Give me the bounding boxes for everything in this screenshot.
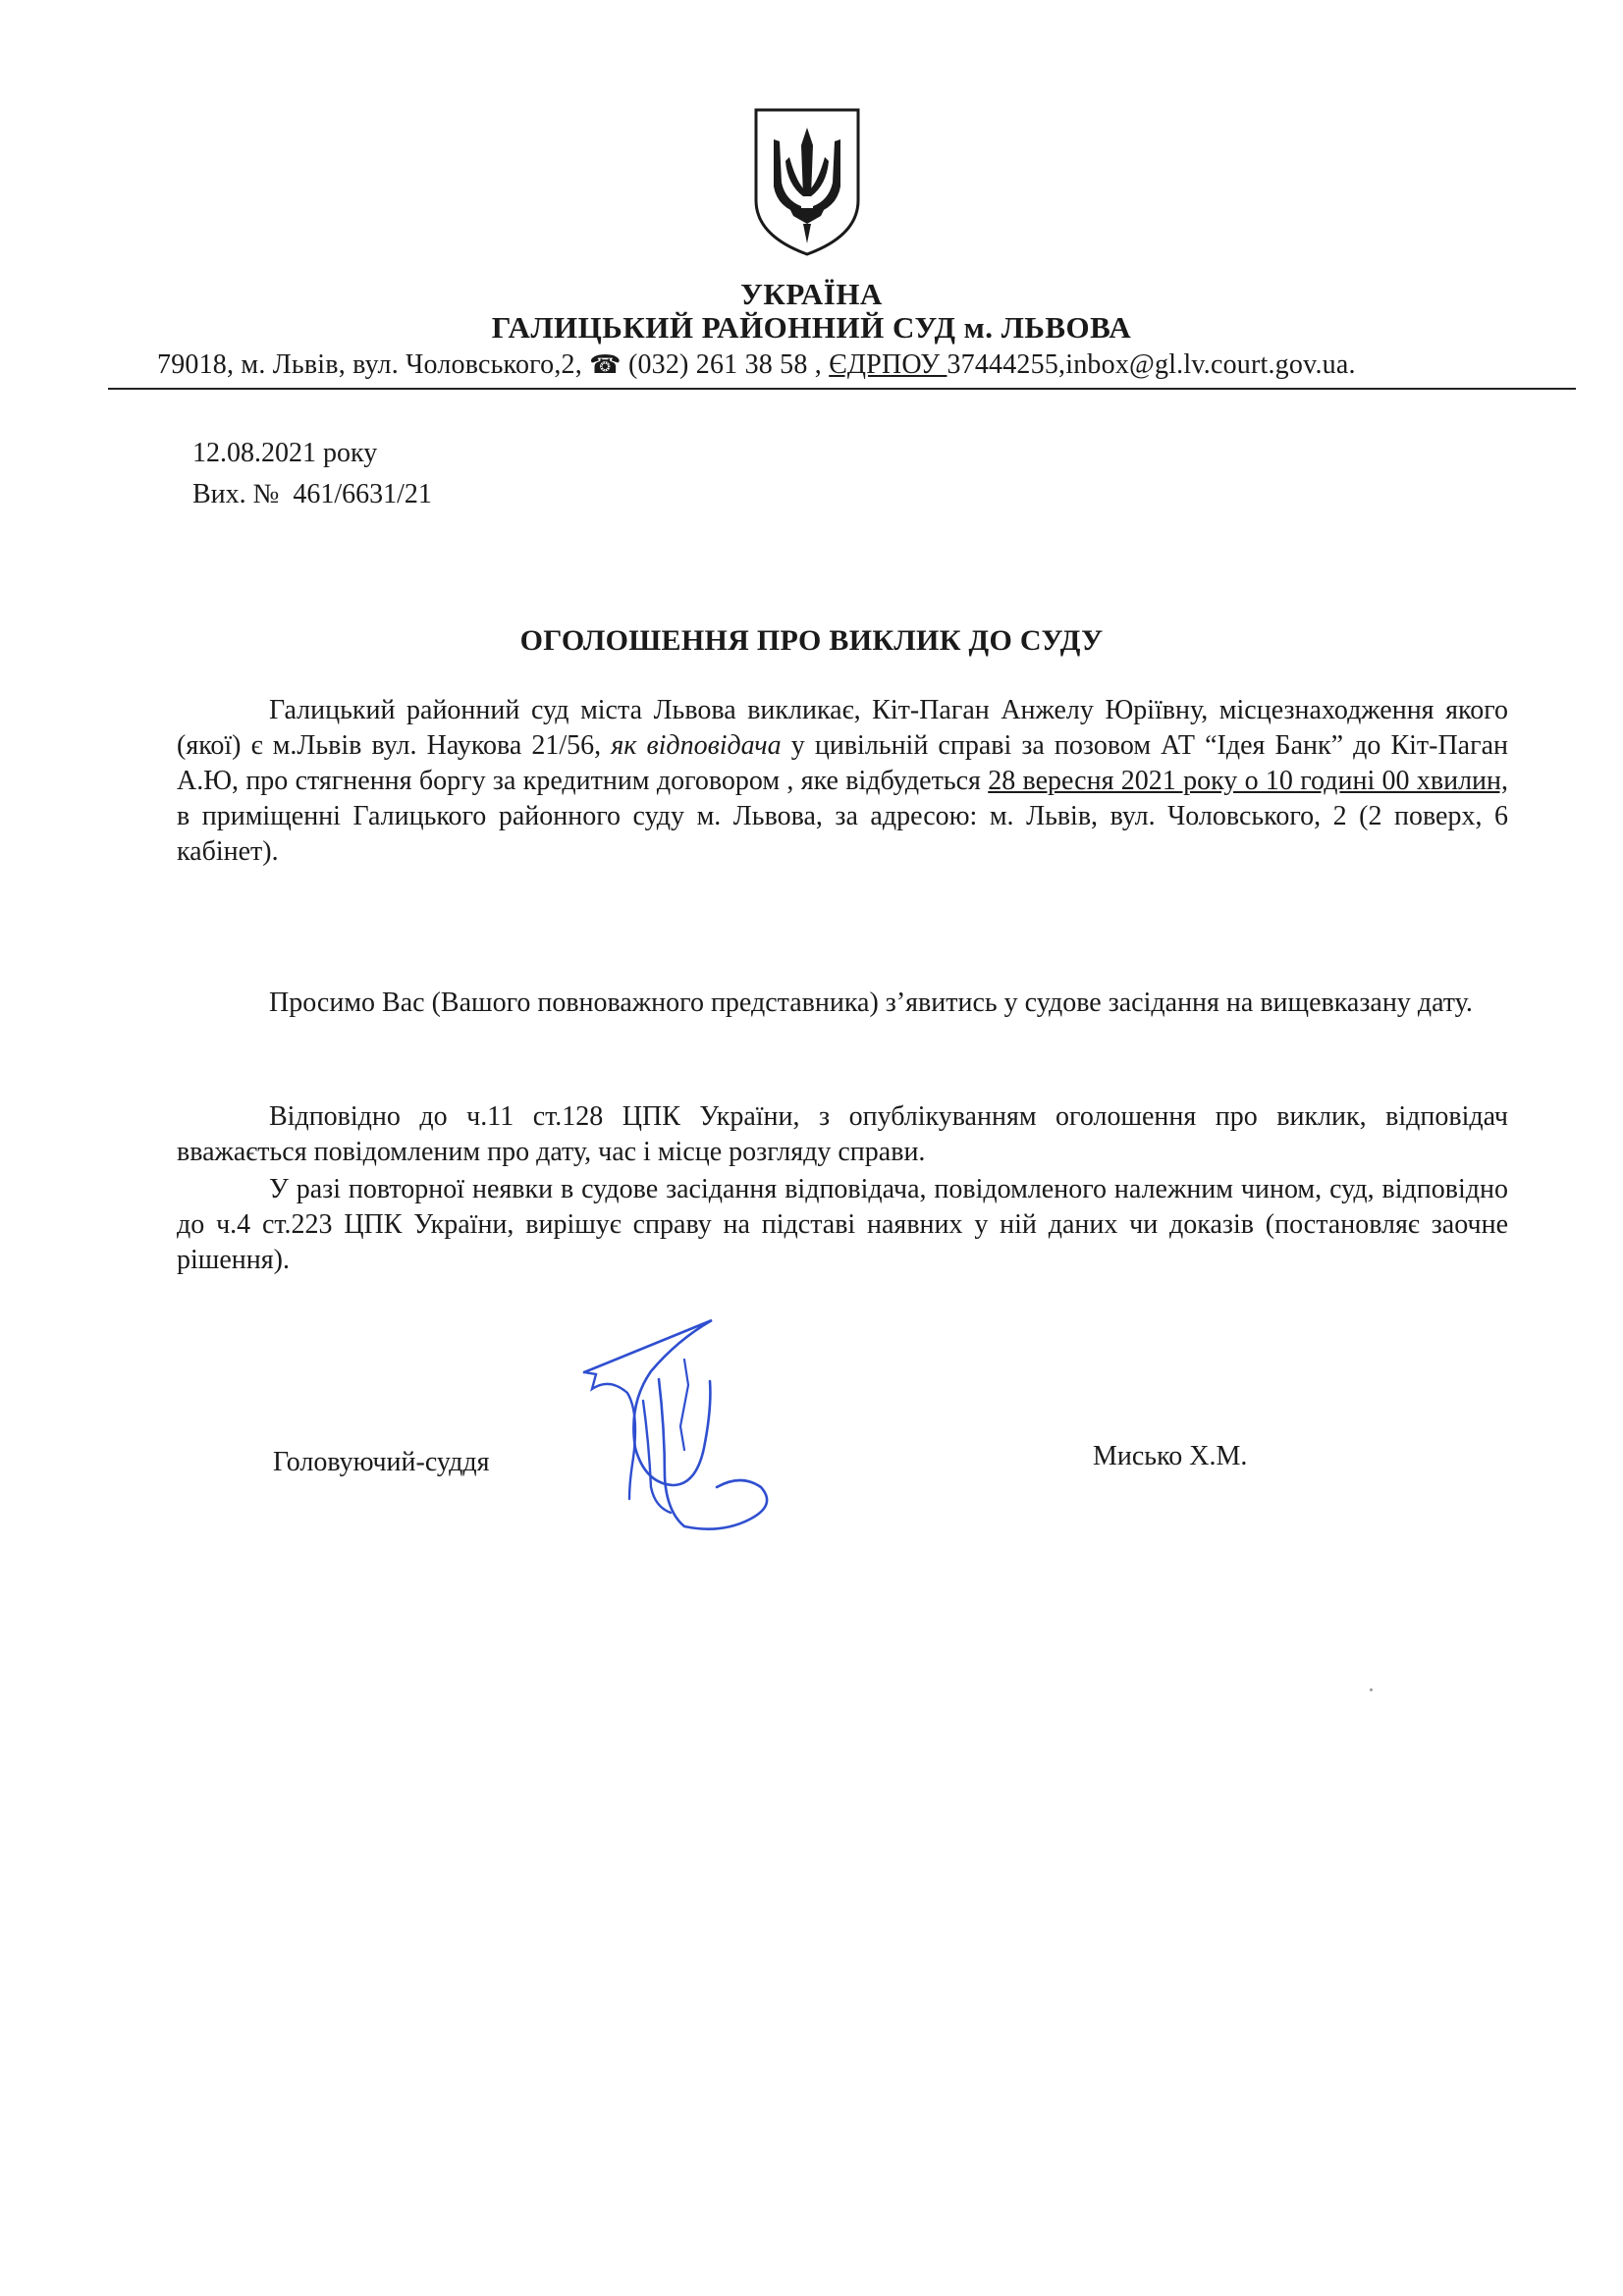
hearing-datetime: 28 вересня 2021 року о 10 годині 00 хвилин,: [988, 766, 1509, 796]
document-title: ОГОЛОШЕННЯ ПРО ВИКЛИК ДО СУДУ: [519, 624, 1104, 657]
signer-role: Головуючий-суддя: [273, 1447, 490, 1477]
scan-speck: [1370, 1688, 1373, 1691]
outgoing-number: [192, 479, 432, 510]
request-text: Просимо Вас (Вашого повноважного представника) з’явитись у судове засідання на вищевказану дату.: [269, 988, 1473, 1018]
coat-of-arms-icon: [748, 106, 866, 258]
header-divider: [108, 388, 1576, 390]
summons-text-part2: у цивільній справі за позовом АТ “Ідея Банк” до Кіт-Паган А.Ю, про стягнення боргу за кредитним договором , яке відбудеться: [177, 730, 1509, 796]
court-heading: ГАЛИЦЬКИЙ РАЙОННИЙ СУД м. ЛЬВОВА: [491, 310, 1132, 345]
notice-paragraph: [177, 1099, 1508, 1170]
letter-date: 12.08.2021 року: [192, 438, 378, 468]
country-heading: УКРАЇНА: [740, 277, 883, 311]
default-judgment-text: У разі повторної неявки в судове засідання відповідача, повідомленого належним чином, суд, відповідно до ч.4 ст.223 ЦПК України, вирішує справу на підставі наявних у ній даних чи доказів (постановляє заочне рішення).: [177, 1174, 1508, 1275]
handwritten-signature: [574, 1310, 785, 1531]
defendant-role: як відповідача: [611, 730, 782, 761]
signer-name: Мисько Х.М.: [1093, 1441, 1248, 1471]
request-paragraph: [177, 986, 1508, 1021]
telephone-icon: ☎: [589, 350, 622, 379]
court-phone: (032) 261 38 58 ,: [627, 349, 830, 380]
outgoing-number-value: 461/6631/21: [293, 479, 432, 509]
summons-text-part3: в приміщенні Галицького районного суду м. Львова, за адресою: м. Львів, вул. Чоловського, 2 (2 поверх, 6 кабінет).: [177, 801, 1508, 867]
notice-text: Відповідно до ч.11 ст.128 ЦПК України, з опублікуванням оголошення про виклик, відповідач вважається повідомленим про дату, час і місце розгляду справи.: [177, 1101, 1508, 1167]
edrpou-label: ЄДРПОУ: [829, 349, 947, 380]
edrpou-and-email[interactable]: 37444255,inbox@gl.lv.court.gov.ua.: [947, 349, 1356, 380]
court-address: 79018, м. Львів, вул. Чоловського,2,: [157, 349, 590, 380]
default-judgment-paragraph: [177, 1172, 1508, 1278]
court-address-line: [157, 349, 1571, 381]
outgoing-number-label: Вих. №: [192, 479, 280, 509]
summons-paragraph: [177, 693, 1508, 870]
summons-text-part1: Галицький районний суд міста Львова викликає, Кіт-Паган Анжелу Юріївну, місцезнаходження якого (якої) є м.Львів вул. Наукова 21/56,: [177, 695, 1508, 761]
